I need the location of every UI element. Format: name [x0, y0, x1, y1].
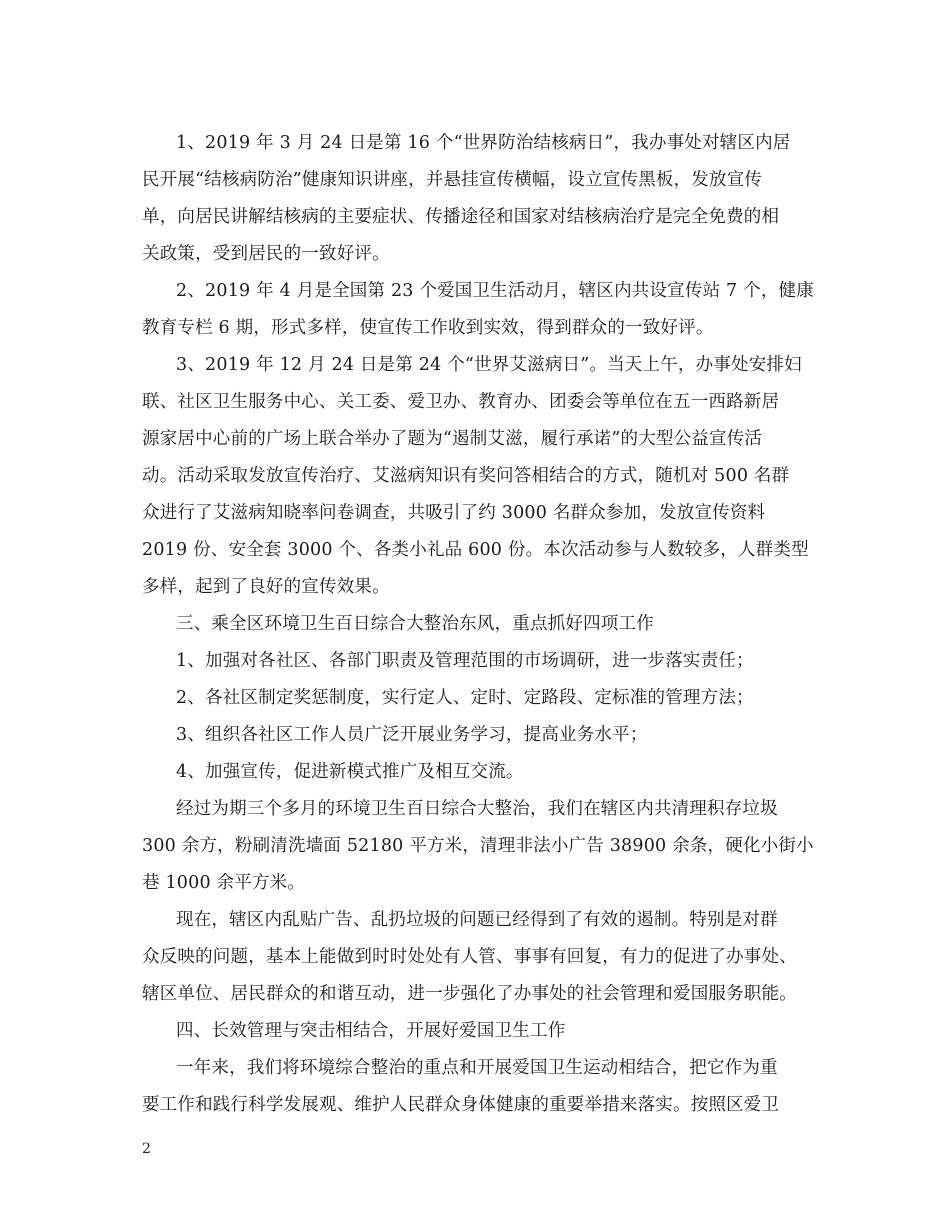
paragraph-line: 一年来，我们将环境综合整治的重点和开展爱国卫生运动相结合，把它作为重 [176, 1058, 778, 1078]
list-item: 4、加强宣传，促进新模式推广及相互交流。 [176, 762, 524, 782]
paragraph-line: 3、2019 年 12 月 24 日是第 24 个“世界艾滋病日”。当天上午，办事处安排妇 [176, 355, 802, 375]
paragraph-line: 单，向居民讲解结核病的主要症状、传播途径和国家对结核病治疗是完全免费的相 [142, 207, 780, 227]
paragraph-line: 关政策，受到居民的一致好评。 [142, 244, 390, 264]
paragraph-line: 多样，起到了良好的宣传效果。 [142, 577, 390, 597]
paragraph-line: 巷 1000 余平方米。 [142, 873, 306, 893]
paragraph-line: 要工作和践行科学发展观、维护人民群众身体健康的重要举措来落实。按照区爱卫 [142, 1095, 780, 1115]
paragraph-line: 众进行了艾滋病知晓率问卷调查，共吸引了约 3000 名群众参加，发放宣传资料 [142, 503, 766, 523]
paragraph-line: 2、2019 年 4 月是全国第 23 个爱国卫生活动月，辖区内共设宣传站 7 个，健康 [176, 281, 814, 301]
list-item: 2、各社区制定奖惩制度，实行定人、定时、定路段、定标准的管理方法； [176, 688, 754, 708]
paragraph-line: 联、社区卫生服务中心、关工委、爱卫办、教育办、团委会等单位在五一西路新居 [142, 392, 780, 412]
paragraph-line: 民开展“结核病防治”健康知识讲座，并悬挂宣传横幅，设立宣传黑板，发放宣传 [142, 170, 763, 190]
paragraph-line: 现在，辖区内乱贴广告、乱扔垃圾的问题已经得到了有效的遏制。特别是对群 [176, 910, 778, 930]
list-item: 1、加强对各社区、各部门职责及管理范围的市场调研，进一步落实责任； [176, 651, 754, 671]
paragraph-line: 源家居中心前的广场上联合举办了题为“遏制艾滋，履行承诺”的大型公益宣传活 [142, 429, 763, 449]
paragraph-line: 辖区单位、居民群众的和谐互动，进一步强化了办事处的社会管理和爱国服务职能。 [142, 984, 797, 1004]
paragraph-line: 1、2019 年 3 月 24 日是第 16 个“世界防治结核病日”，我办事处对辖区内居 [176, 133, 791, 153]
page-number: 2 [142, 1141, 151, 1157]
section-heading: 三、乘全区环境卫生百日综合大整治东风，重点抓好四项工作 [176, 614, 654, 634]
paragraph-line: 教育专栏 6 期，形式多样，使宣传工作收到实效，得到群众的一致好评。 [142, 318, 714, 338]
paragraph-line: 2019 份、安全套 3000 个、各类小礼品 600 份。本次活动参与人数较多，人群类型 [142, 540, 809, 560]
paragraph-line: 300 余方，粉刷清洗墙面 52180 平方米，清理非法小广告 38900 余条，硬化小街小 [142, 836, 814, 856]
list-item: 3、组织各社区工作人员广泛开展业务学习，提高业务水平； [176, 725, 648, 745]
paragraph-line: 众反映的问题，基本上能做到时时处处有人管、事事有回复，有力的促进了办事处、 [142, 947, 797, 967]
section-heading: 四、长效管理与突击相结合，开展好爱国卫生工作 [176, 1021, 566, 1041]
paragraph-line: 动。活动采取发放宣传治疗、艾滋病知识有奖问答相结合的方式，随机对 500 名群 [142, 466, 790, 486]
paragraph-line: 经过为期三个多月的环境卫生百日综合大整治，我们在辖区内共清理积存垃圾 [176, 799, 778, 819]
